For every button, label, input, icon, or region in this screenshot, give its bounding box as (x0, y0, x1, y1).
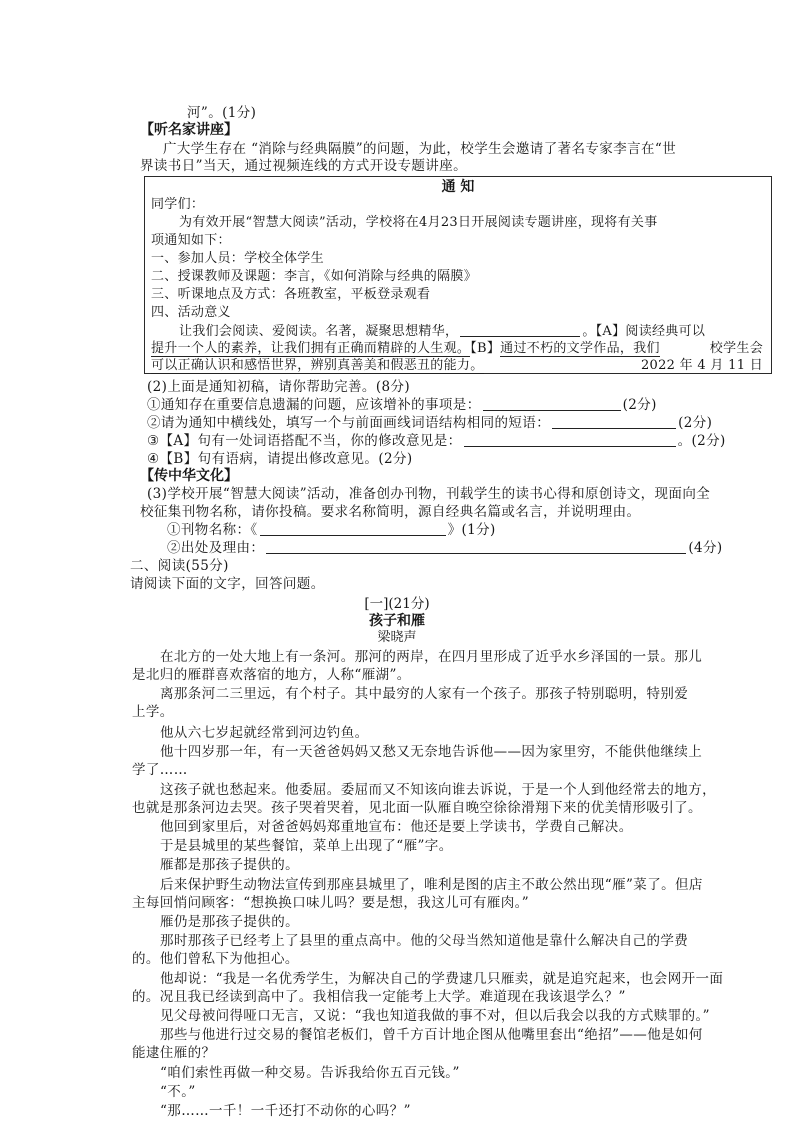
passage-line: 见父母被问得哑口无言，又说：“我也知道我做的事不对，但以后我会以我的方式赎罪的。” (160, 1008, 710, 1024)
notice-box (144, 176, 772, 374)
meaning-text-b: 。【A】阅读经典可以 (582, 324, 706, 339)
passage-line: 能逮住雁的？ (132, 1045, 216, 1061)
notice-meaning-line-1 (179, 322, 705, 340)
sentence-b-start: 通过不朽的文学作品，我们 (500, 341, 660, 356)
reading-section-heading: 二、阅读(55分) (130, 558, 229, 574)
passage-line: 他从六七岁起就经常到河边钓鱼。 (160, 725, 369, 741)
question-3-1 (167, 521, 496, 539)
q2-3-text: ③【A】句有一处词语搭配不当，你的修改意见是： (147, 433, 462, 449)
passage-line: “不。” (160, 1084, 196, 1100)
sentence-b-end: 可以正确认识和感悟世界，辨别真善美和假恶丑的能力。 (151, 358, 484, 373)
q2-3-score: 。(2分) (677, 433, 726, 449)
q3-1-answer-blank[interactable] (260, 521, 446, 536)
passage-line: 主每回悄问顾客：“想换换口味儿吗？要是想，我这儿可有雁肉。” (132, 895, 530, 911)
section-heading-culture: 【传中华文化】 (140, 468, 238, 484)
mark-b: 【B】 (470, 341, 501, 356)
passage-line: 他回到家里后，对爸爸妈妈郑重地宣布：他还是要上学读书，学费自己解决。 (160, 819, 633, 835)
passage-line: 那时那孩子已经考上了县里的重点高中。他的父母当然知道他是靠什么解决自己的学费 (160, 933, 689, 949)
q2-1-answer-blank[interactable] (483, 396, 621, 411)
passage-line: 上学。 (132, 704, 174, 720)
underlined-phrase: 提升一个人的素养，让我们拥有正确而精辟的人生观。 (151, 341, 471, 356)
passage-line: 他却说：“我是一名优秀学生，为解决自己的学费逮几只雁卖，就是追究起来，也会网开一面 (160, 971, 724, 987)
passage-line: 那些与他进行过交易的餐馆老板们，曾千方百计地企图从他嘴里套出“绝招”——他是如何 (160, 1027, 703, 1043)
passage-line: 于是县城里的某些餐馆，菜单上出现了“雁”字。 (160, 838, 453, 854)
question-3-line-1: (3)学校开展“智慧大阅读”活动，准备创办刊物，刊载学生的读书心得和原创诗文，现面向全 (147, 486, 711, 502)
passage-line: “那……一千！一千还打不动你的心吗？” (160, 1103, 411, 1119)
passage-line: 是北归的雁群喜欢落宿的地方，人称“雁湖”。 (132, 667, 411, 683)
passage-title: 孩子和雁 (369, 613, 425, 629)
lecture-paragraph-line-2: 界读书日”当天，通过视频连线的方式开设专题讲座。 (140, 158, 468, 174)
notice-item-1: 一、参加人员：学校全体学生 (151, 251, 324, 266)
q2-2-answer-blank[interactable] (552, 414, 676, 429)
notice-line-2: 项通知如下： (151, 233, 231, 248)
notice-item-4: 四、活动意义 (151, 305, 231, 320)
notice-greeting: 同学们： (151, 197, 205, 212)
q2-2-score: (2分) (678, 415, 713, 431)
passage-line: 他十四岁那一年，有一天爸爸妈妈又愁又无奈地告诉他——因为家里穷，不能供他继续上 (160, 744, 703, 760)
q3-2-text: ②出处及理由： (167, 540, 265, 556)
q2-2-text: ②请为通知中横线处，填写一个与前面画线词语结构相同的短语： (147, 415, 551, 431)
passage-line: 这孩子就也愁起来。他委屈。委屈而又不知该向谁去诉说，于是一个人到他经常去的地方， (160, 782, 716, 798)
passage-line: 后来保护野生动物法宣传到那座县城里了，唯利是图的店主不敢公然出现“雁”菜了。但店 (160, 877, 703, 893)
q3-2-answer-blank[interactable] (266, 539, 686, 554)
reading-part-label: [一](21分) (364, 596, 430, 612)
q2-1-text: ①通知存在重要信息遗漏的问题，应该增补的事项是： (147, 397, 481, 413)
continued-line: 河”。(1分) (187, 105, 257, 121)
notice-line-1: 为有效开展“智慧大阅读”活动，学校将在4月23日开展阅读专题讲座，现将有关事 (179, 215, 658, 230)
question-3-2 (167, 539, 723, 557)
question-3-line-2: 校征集刊物名称，请你投稿。要求名称简明，源自经典名篇或名言，并说明理由。 (140, 504, 641, 520)
lecture-paragraph-line-1: 广大学生存在 “消除与经典隔膜”的问题，为此，校学生会邀请了著名专家李言在“世 (163, 141, 677, 157)
q3-1-text: ①刊物名称：《 (167, 522, 258, 538)
meaning-blank (460, 322, 580, 337)
notice-signer: 校学生会 (709, 341, 763, 356)
notice-meaning-line-3 (151, 357, 484, 374)
reading-instruction: 请阅读下面的文字，回答问题。 (130, 576, 325, 592)
meaning-text-a: 让我们会阅读、爱阅读。名著，凝聚思想精华， (179, 324, 459, 339)
question-2-3 (147, 432, 726, 450)
section-heading-lecture: 【听名家讲座】 (140, 122, 238, 138)
passage-line: 雁仍是那孩子提供的。 (160, 914, 299, 930)
question-2-1 (147, 396, 657, 414)
passage-line: 也就是那条河边去哭。孩子哭着哭着，见北面一队雁自晚空徐徐滑翔下来的优美情形吸引了。 (132, 800, 702, 816)
passage-line: 学了…… (132, 762, 188, 778)
passage-line: 的。他们曾私下为他担心。 (132, 951, 299, 967)
passage-line: “咱们索性再做一种交易。告诉我给你五百元钱。” (160, 1065, 460, 1081)
notice-title: 通 知 (441, 179, 475, 195)
notice-item-2: 二、授课教师及课题：李言，《如何消除与经典的隔膜》 (151, 269, 478, 284)
question-2-4: ④【B】句有语病，请提出修改意见。(2分) (147, 451, 413, 467)
q2-3-answer-blank[interactable] (464, 432, 676, 447)
q3-2-score: (4分) (688, 540, 723, 556)
q3-1-score: 》(1分) (447, 522, 496, 538)
passage-line: 雁都是那孩子提供的。 (160, 857, 299, 873)
notice-item-3: 三、听课地点及方式：各班教室，平板登录观看 (151, 287, 431, 302)
notice-meaning-line-2 (151, 340, 660, 357)
passage-line: 的。况且我已经读到高中了。我相信我一定能考上大学。难道现在我该退学么？” (132, 989, 626, 1005)
notice-date: 2022 年 4 月 11 日 (640, 358, 763, 373)
question-2: (2)上面是通知初稿，请你帮助完善。(8分) (147, 379, 411, 395)
passage-author: 梁晓声 (377, 630, 417, 645)
passage-line: 离那条河二三里远，有个村子。其中最穷的人家有一个孩子。那孩子特别聪明，特别爱 (160, 686, 689, 702)
passage-line: 在北方的一处大地上有一条河。那河的两岸，在四月里形成了近乎水乡泽国的一景。那儿 (160, 649, 703, 665)
q2-1-score: (2分) (622, 397, 657, 413)
question-2-2 (147, 414, 712, 432)
